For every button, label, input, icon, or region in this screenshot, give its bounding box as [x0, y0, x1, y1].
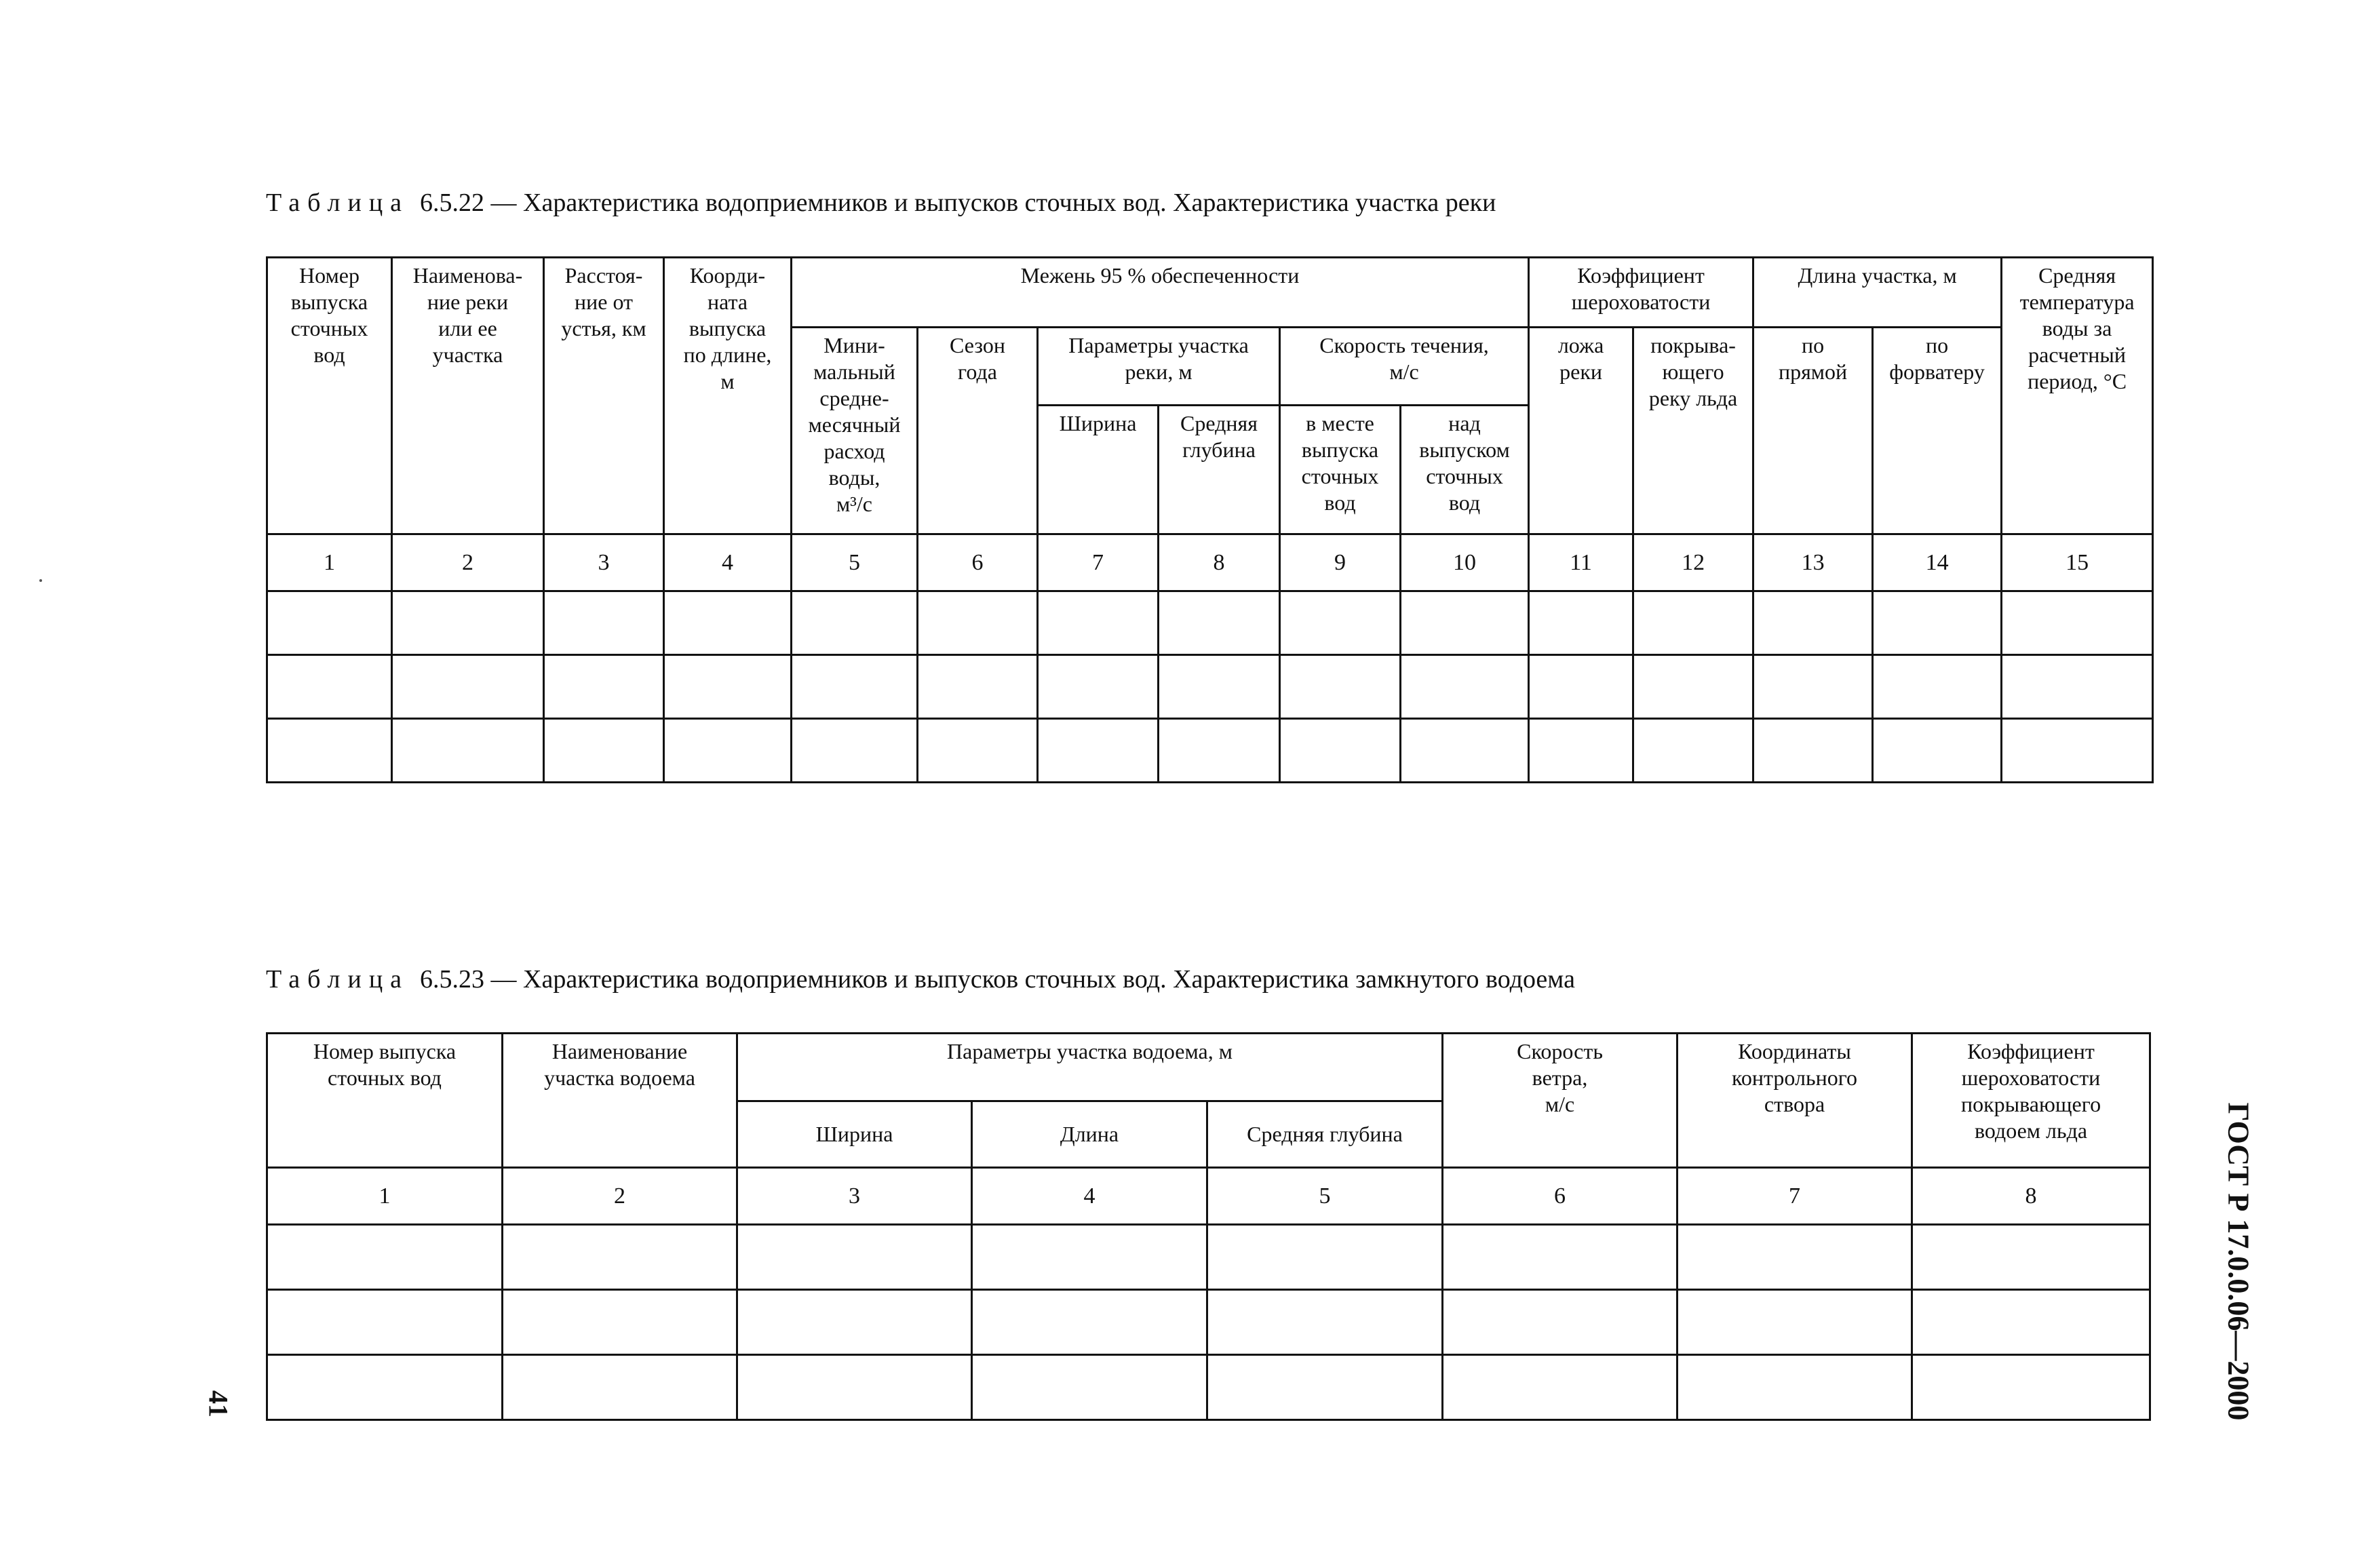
empty-cell: [1280, 719, 1401, 783]
empty-cell: [664, 719, 792, 783]
empty-cell: [1529, 591, 1633, 655]
empty-cell: [392, 655, 544, 719]
empty-cell: [1038, 591, 1159, 655]
header-outlet-number: Номер выпуска сточных вод: [267, 258, 392, 534]
empty-table-row: [267, 1290, 2150, 1355]
empty-cell: [1633, 719, 1753, 783]
header-length-fairway: по форватеру: [1873, 328, 2002, 534]
column-number: 8: [1912, 1168, 2150, 1225]
empty-table-row: [267, 1225, 2150, 1290]
column-number: 5: [792, 534, 918, 591]
empty-cell: [1873, 719, 2002, 783]
empty-cell: [1873, 591, 2002, 655]
empty-table-row: [267, 591, 2153, 655]
empty-cell: [1529, 655, 1633, 719]
column-number: 11: [1529, 534, 1633, 591]
column-number: 6: [1443, 1168, 1677, 1225]
empty-cell: [1401, 719, 1529, 783]
empty-cell: [2002, 591, 2153, 655]
river-section-table: [266, 256, 2154, 783]
empty-cell: [267, 1225, 503, 1290]
empty-cell: [792, 655, 918, 719]
header-riverbed: ложа реки: [1529, 328, 1633, 534]
empty-cell: [267, 655, 392, 719]
page-number: [198, 1384, 239, 1424]
empty-cell: [267, 1355, 503, 1420]
empty-cell: [2002, 655, 2153, 719]
empty-cell: [1753, 719, 1873, 783]
empty-cell: [1159, 719, 1280, 783]
header-mean-water-temperature: Средняя температура воды за расчетный период, °С: [2002, 258, 2153, 534]
header-distance-from-mouth: Расстоя- ние от устья, км: [544, 258, 664, 534]
page-number-text: 41: [203, 1390, 234, 1417]
table1-caption-prefix: Таблица: [266, 189, 410, 217]
empty-cell: [1401, 591, 1529, 655]
header-roughness-group: Коэффициент шероховатости: [1529, 258, 1753, 328]
empty-cell: [544, 655, 664, 719]
column-number: 15: [2002, 534, 2153, 591]
header-velocity-above-outlet: над выпуском сточных вод: [1401, 406, 1529, 534]
column-number: 7: [1677, 1168, 1912, 1225]
header-season: Сезон года: [918, 328, 1038, 534]
empty-cell: [1677, 1225, 1912, 1290]
empty-cell: [544, 719, 664, 783]
header-velocity-at-outlet: в месте выпуска сточных вод: [1280, 406, 1401, 534]
empty-cell: [1159, 591, 1280, 655]
empty-cell: [972, 1225, 1207, 1290]
column-number: 5: [1207, 1168, 1443, 1225]
document-code: [2211, 1099, 2266, 1424]
column-number: 3: [737, 1168, 972, 1225]
header-ice-roughness: Коэффициент шероховатости покрывающего водоем льда: [1912, 1034, 2150, 1168]
header-flow-velocity-group: Скорость течения, м/с: [1280, 328, 1529, 406]
header-control-section-coordinates: Координаты контрольного створа: [1677, 1034, 1912, 1168]
column-number: 4: [664, 534, 792, 591]
empty-cell: [918, 591, 1038, 655]
header-length: Длина: [972, 1101, 1207, 1168]
empty-cell: [1443, 1355, 1677, 1420]
closed-water-body-table: [266, 1032, 2151, 1421]
empty-cell: [1207, 1225, 1443, 1290]
header-ice-cover: покрыва- ющего реку льда: [1633, 328, 1753, 534]
empty-cell: [1401, 655, 1529, 719]
table2-caption-prefix: Таблица: [266, 965, 410, 994]
empty-cell: [664, 591, 792, 655]
header-water-body-section: Наименование участка водоема: [503, 1034, 737, 1168]
column-number: 4: [972, 1168, 1207, 1225]
empty-table-row: [267, 719, 2153, 783]
header-mean-depth: Средняя глубина: [1207, 1101, 1443, 1168]
header-width: Ширина: [1038, 406, 1159, 534]
empty-cell: [1753, 655, 1873, 719]
header-outlet-number: Номер выпуска сточных вод: [267, 1034, 503, 1168]
empty-cell: [1159, 655, 1280, 719]
table2-caption: [266, 966, 1575, 992]
empty-cell: [1443, 1290, 1677, 1355]
empty-cell: [1207, 1290, 1443, 1355]
empty-cell: [792, 719, 918, 783]
table1-caption-text: 6.5.22 — Характеристика водоприемников и выпусков сточных вод. Характеристика участка реки: [420, 189, 1496, 217]
scan-speck: [39, 579, 42, 582]
header-section-params-group: Параметры участка реки, м: [1038, 328, 1280, 406]
header-width: Ширина: [737, 1101, 972, 1168]
empty-cell: [1038, 719, 1159, 783]
empty-cell: [1753, 591, 1873, 655]
empty-cell: [267, 591, 392, 655]
empty-cell: [1912, 1355, 2150, 1420]
header-river-name: Наименова- ние реки или ее участка: [392, 258, 544, 534]
empty-cell: [544, 591, 664, 655]
header-length-group: Длина участка, м: [1753, 258, 2002, 328]
column-number: 2: [503, 1168, 737, 1225]
header-min-monthly-discharge: Мини- мальный средне- месячный расход воды, м³/с: [792, 328, 918, 534]
header-water-body-params-group: Параметры участка водоема, м: [737, 1034, 1443, 1101]
empty-cell: [392, 719, 544, 783]
empty-cell: [1443, 1225, 1677, 1290]
column-number: 9: [1280, 534, 1401, 591]
empty-cell: [737, 1355, 972, 1420]
empty-table-row: [267, 1355, 2150, 1420]
column-number: 12: [1633, 534, 1753, 591]
column-number: 6: [918, 534, 1038, 591]
empty-cell: [1280, 655, 1401, 719]
empty-cell: [392, 591, 544, 655]
empty-cell: [737, 1290, 972, 1355]
empty-cell: [1912, 1225, 2150, 1290]
header-low-water-group: Межень 95 % обеспеченности: [792, 258, 1529, 328]
column-number: 2: [392, 534, 544, 591]
empty-cell: [1677, 1290, 1912, 1355]
header-mean-depth: Средняя глубина: [1159, 406, 1280, 534]
empty-cell: [2002, 719, 2153, 783]
empty-cell: [1912, 1290, 2150, 1355]
header-length-straight: по прямой: [1753, 328, 1873, 534]
column-number: 1: [267, 1168, 503, 1225]
column-number-row: [267, 534, 2153, 591]
column-number: 10: [1401, 534, 1529, 591]
empty-cell: [503, 1355, 737, 1420]
column-number: 1: [267, 534, 392, 591]
column-number-row: [267, 1168, 2150, 1225]
column-number: 13: [1753, 534, 1873, 591]
empty-cell: [1633, 655, 1753, 719]
empty-cell: [737, 1225, 972, 1290]
table1-caption: [266, 190, 1496, 216]
column-number: 3: [544, 534, 664, 591]
empty-cell: [1873, 655, 2002, 719]
empty-cell: [1633, 591, 1753, 655]
empty-cell: [503, 1290, 737, 1355]
empty-cell: [1529, 719, 1633, 783]
header-wind-speed: Скорость ветра, м/с: [1443, 1034, 1677, 1168]
empty-cell: [267, 719, 392, 783]
empty-cell: [664, 655, 792, 719]
column-number: 8: [1159, 534, 1280, 591]
empty-cell: [267, 1290, 503, 1355]
document-code-text: ГОСТ Р 17.0.0.06—2000: [2222, 1102, 2255, 1421]
empty-cell: [972, 1290, 1207, 1355]
empty-cell: [1280, 591, 1401, 655]
table2-caption-text: 6.5.23 — Характеристика водоприемников и выпусков сточных вод. Характеристика замкнутого водоема: [420, 965, 1575, 994]
header-outlet-coordinate: Коорди- ната выпуска по длине, м: [664, 258, 792, 534]
empty-cell: [918, 655, 1038, 719]
empty-cell: [792, 591, 918, 655]
column-number: 14: [1873, 534, 2002, 591]
column-number: 7: [1038, 534, 1159, 591]
empty-cell: [918, 719, 1038, 783]
empty-cell: [1038, 655, 1159, 719]
empty-table-row: [267, 655, 2153, 719]
empty-cell: [1677, 1355, 1912, 1420]
empty-cell: [972, 1355, 1207, 1420]
empty-cell: [1207, 1355, 1443, 1420]
empty-cell: [503, 1225, 737, 1290]
